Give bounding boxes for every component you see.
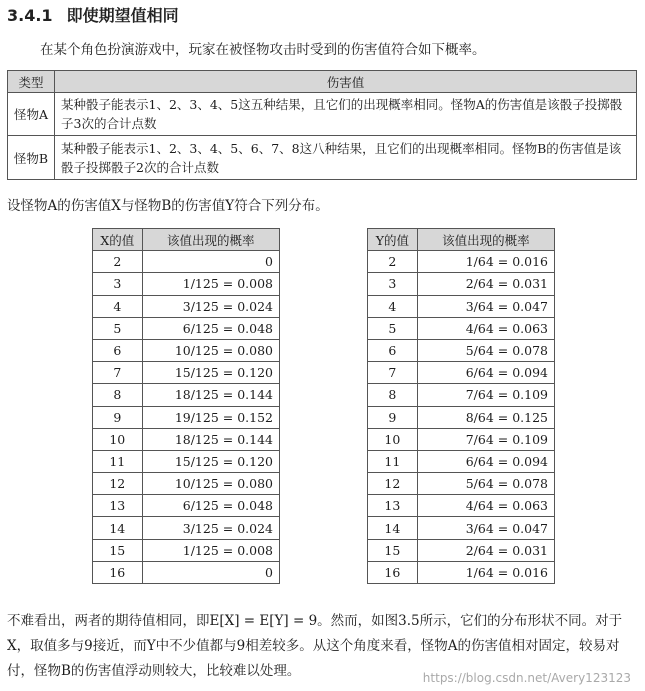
distribution-lead-text: 设怪物A的伤害值X与怪物B的伤害值Y符合下列分布。	[7, 198, 329, 214]
watermark: https://blog.csdn.net/Avery123123	[422, 671, 631, 685]
probability-cell: 1/64 = 0.016	[417, 561, 554, 583]
value-cell: 6	[93, 339, 143, 361]
table-row	[368, 539, 555, 561]
probability-cell: 4/64 = 0.063	[417, 317, 554, 339]
probability-cell: 7/64 = 0.109	[417, 428, 554, 450]
probability-cell: 3/64 = 0.047	[417, 517, 554, 539]
probability-cell: 0	[142, 251, 279, 273]
table-row	[93, 428, 280, 450]
table-row	[93, 406, 280, 428]
value-cell: 11	[93, 450, 143, 472]
value-cell: 3	[93, 273, 143, 295]
value-cell: 4	[93, 295, 143, 317]
value-cell: 12	[93, 473, 143, 495]
probability-cell: 15/125 = 0.120	[142, 450, 279, 472]
value-cell: 16	[93, 561, 143, 583]
table-row	[93, 384, 280, 406]
probability-cell: 6/125 = 0.048	[142, 317, 279, 339]
value-cell: 7	[368, 362, 418, 384]
table-row	[368, 473, 555, 495]
table-row	[93, 251, 280, 273]
table-row	[93, 295, 280, 317]
value-cell: 14	[368, 517, 418, 539]
value-cell: 2	[368, 251, 418, 273]
damage-description-cell: 某种骰子能表示1、2、3、4、5这五种结果，且它们的出现概率相同。怪物A的伤害值是该骰子投掷骰子3次的合计点数	[55, 93, 637, 136]
probability-cell: 1/125 = 0.008	[142, 539, 279, 561]
table-row	[368, 406, 555, 428]
conclusion-paragraph: 不难看出，两者的期待值相同，即E[X] = E[Y] = 9。然而，如图3.5所示，它们的分布形状不同。对于X，取值多与9接近，而Y中不少值都与9相差较多。从这个角度来看，怪物A的伤害值相对固定，较易对付，怪物B的伤害值浮动则较大，比较难以处理。	[7, 613, 623, 679]
probability-cell: 5/64 = 0.078	[417, 339, 554, 361]
table-row	[368, 495, 555, 517]
x-probability-header: 该值出现的概率	[142, 229, 279, 251]
value-cell: 11	[368, 450, 418, 472]
probability-cell: 6/125 = 0.048	[142, 495, 279, 517]
value-cell: 12	[368, 473, 418, 495]
probability-cell: 3/64 = 0.047	[417, 295, 554, 317]
probability-cell: 2/64 = 0.031	[417, 273, 554, 295]
table-row	[93, 362, 280, 384]
probability-cell: 5/64 = 0.078	[417, 473, 554, 495]
table-row	[368, 362, 555, 384]
probability-cell: 10/125 = 0.080	[142, 339, 279, 361]
value-cell: 14	[93, 517, 143, 539]
type-header: 类型	[8, 71, 55, 93]
probability-cell: 18/125 = 0.144	[142, 428, 279, 450]
table-row	[93, 517, 280, 539]
value-cell: 8	[93, 384, 143, 406]
probability-cell: 18/125 = 0.144	[142, 384, 279, 406]
section-number: 3.4.1	[7, 6, 53, 25]
table-row	[93, 450, 280, 472]
table-row	[8, 136, 637, 180]
value-cell: 7	[93, 362, 143, 384]
value-cell: 8	[368, 384, 418, 406]
value-cell: 13	[368, 495, 418, 517]
y-table-header	[368, 229, 555, 251]
monster-type-cell: 怪物B	[8, 136, 55, 180]
table-row	[93, 273, 280, 295]
table-row	[8, 93, 637, 136]
probability-cell: 4/64 = 0.063	[417, 495, 554, 517]
section-heading	[7, 3, 179, 26]
value-cell: 4	[368, 295, 418, 317]
table-row	[368, 428, 555, 450]
table-row	[93, 473, 280, 495]
damage-description-cell: 某种骰子能表示1、2、3、4、5、6、7、8这八种结果，且它们的出现概率相同。怪物B的伤害值是该骰子投掷骰子2次的合计点数	[55, 136, 637, 180]
probability-cell: 8/64 = 0.125	[417, 406, 554, 428]
table-row	[368, 339, 555, 361]
probability-cell: 3/125 = 0.024	[142, 517, 279, 539]
value-cell: 13	[93, 495, 143, 517]
table-row	[368, 251, 555, 273]
damage-header: 伤害值	[55, 71, 637, 93]
value-cell: 6	[368, 339, 418, 361]
value-cell: 5	[93, 317, 143, 339]
section-title: 即使期望值相同	[66, 6, 179, 25]
table-row	[93, 495, 280, 517]
value-cell: 2	[93, 251, 143, 273]
probability-cell: 6/64 = 0.094	[417, 450, 554, 472]
intro-text: 在某个角色扮演游戏中，玩家在被怪物攻击时受到的伤害值符合如下概率。	[40, 42, 486, 58]
x-distribution-table	[92, 228, 280, 584]
table-row	[93, 317, 280, 339]
x-value-header: X的值	[93, 229, 143, 251]
table-row	[93, 339, 280, 361]
probability-cell: 2/64 = 0.031	[417, 539, 554, 561]
probability-cell: 7/64 = 0.109	[417, 384, 554, 406]
value-cell: 10	[368, 428, 418, 450]
probability-cell: 1/125 = 0.008	[142, 273, 279, 295]
probability-cell: 10/125 = 0.080	[142, 473, 279, 495]
table-row	[368, 295, 555, 317]
value-cell: 9	[93, 406, 143, 428]
y-value-header: Y的值	[368, 229, 418, 251]
y-distribution-table	[367, 228, 555, 584]
value-cell: 9	[368, 406, 418, 428]
probability-cell: 19/125 = 0.152	[142, 406, 279, 428]
probability-cell: 6/64 = 0.094	[417, 362, 554, 384]
value-cell: 10	[93, 428, 143, 450]
damage-type-table	[7, 70, 637, 180]
table-row	[368, 450, 555, 472]
monster-type-cell: 怪物A	[8, 93, 55, 136]
table-row	[368, 384, 555, 406]
value-cell: 15	[368, 539, 418, 561]
probability-cell: 1/64 = 0.016	[417, 251, 554, 273]
table-row	[368, 273, 555, 295]
value-cell: 3	[368, 273, 418, 295]
probability-cell: 3/125 = 0.024	[142, 295, 279, 317]
type-table-header	[8, 71, 637, 93]
table-row	[368, 561, 555, 583]
y-probability-header: 该值出现的概率	[417, 229, 554, 251]
probability-cell: 0	[142, 561, 279, 583]
probability-cell: 15/125 = 0.120	[142, 362, 279, 384]
table-row	[93, 561, 280, 583]
value-cell: 15	[93, 539, 143, 561]
table-row	[368, 317, 555, 339]
value-cell: 16	[368, 561, 418, 583]
table-row	[93, 539, 280, 561]
value-cell: 5	[368, 317, 418, 339]
table-row	[368, 517, 555, 539]
x-table-header	[93, 229, 280, 251]
